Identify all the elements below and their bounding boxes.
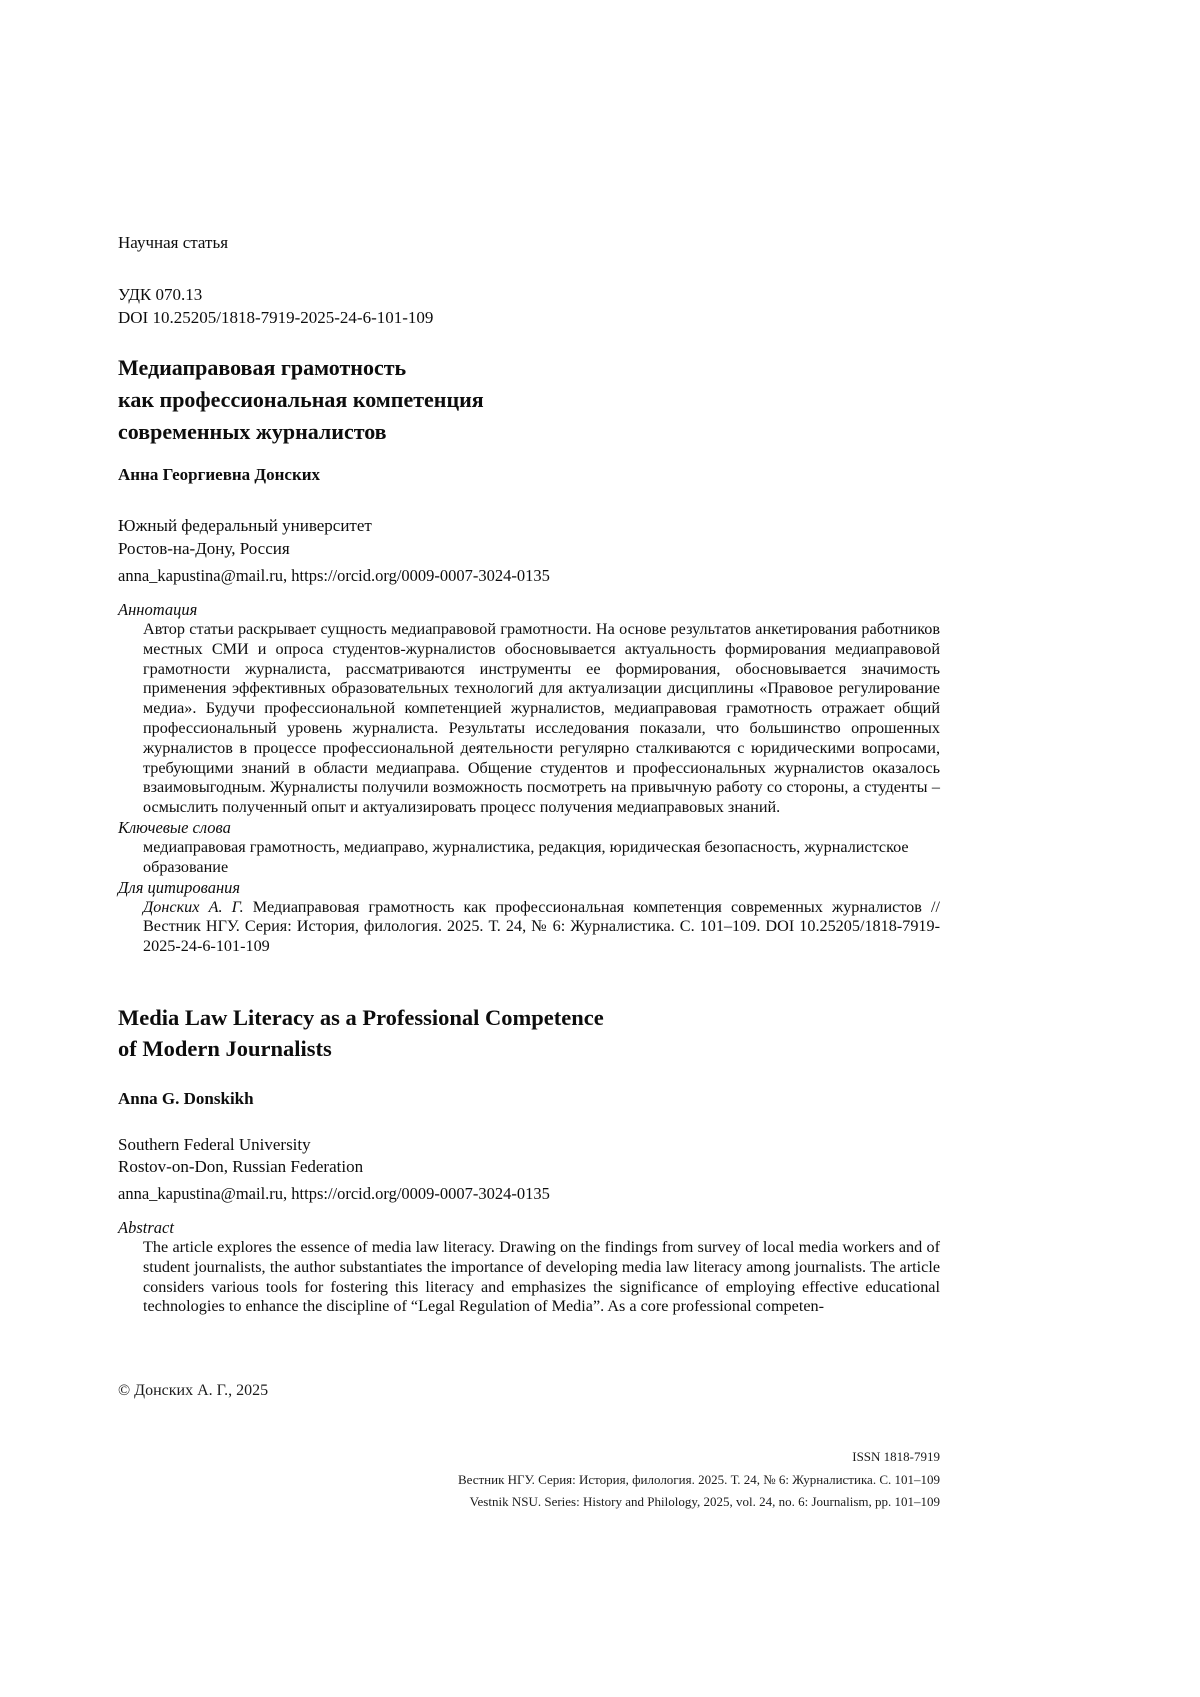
contact-line-ru: anna_kapustina@mail.ru, https://orcid.org/0009-0007-3024-0135 (118, 566, 550, 585)
journal-footer (240, 1446, 940, 1514)
affiliation-en (118, 1134, 940, 1178)
identifiers-block (118, 283, 940, 329)
citation-author-name: Донских А. Г. (143, 897, 244, 916)
footer-issn: ISSN 1818-7919 (852, 1449, 940, 1464)
citation-body: Медиаправовая грамотность как профессиональная компетенция современных журналистов // Вестник НГУ. Серия: История, филология. 2025. Т. 24, № 6: Журналистика. С. 101–109. DOI 10.25205/1818-7919-2025-24-6-101-109 (143, 897, 940, 956)
affiliation-city-ru: Ростов-на-Дону, Россия (118, 539, 290, 558)
abstract-label-ru: Аннотация (118, 600, 198, 619)
copyright-line: © Донских А. Г., 2025 (118, 1382, 269, 1399)
abstract-label-en: Abstract (118, 1217, 174, 1237)
keywords-text-ru: медиаправовая грамотность, медиаправо, журналистика, редакция, юридическая безопасность, журналистское образование (143, 837, 909, 876)
article-type-label: Научная статья (118, 233, 229, 252)
footer-journal-ru: Вестник НГУ. Серия: История, филология. 2025. Т. 24, № 6: Журналистика. С. 101–109 (457, 1471, 940, 1487)
article-content (118, 233, 940, 1317)
affiliation-city-en: Rostov-on-Don, Russian Federation (118, 1156, 364, 1176)
contact-line-en: anna_kapustina@mail.ru, https://orcid.org/0009-0007-3024-0135 (118, 1183, 550, 1203)
article-title-en: Media Law Literacy as a Professional Competence of Modern Journalists (118, 1004, 604, 1061)
abstract-text-ru: Автор статьи раскрывает сущность медиаправовой грамотности. На основе результатов анкетирования работников местных СМИ и опроса студентов-журналистов обосновывается актуальность формирования медиаправовой грамотности журналиста, рассматриваются инструменты ее формирования, обосновывается значимость применения эффективных образовательных технологий для актуализации дисциплины «Правовое регулирование медиа». Будучи профессиональной компетенцией журналистов, медиаправовая грамотность отражает общий профессиональный уровень журналиста. Результаты исследования показали, что большинство опрошенных журналистов в процессе профессиональной деятельности регулярно сталкиваются с юридическими вопросами, требующими знаний в области медиаправа. Общение студентов и профессиональных журналистов оказалось взаимовыгодным. Журналисты получили возможность посмотреть на привычную работу со стороны, а студенты – осмыслить полученный опыт и актуализировать процесс получения медиаправовых знаний. (143, 620, 940, 817)
citation-label-ru: Для цитирования (118, 877, 241, 897)
author-name-ru: Анна Георгиевна Донских (118, 465, 321, 484)
author-name-en: Anna G. Donskikh (118, 1088, 254, 1108)
footer-journal-en: Vestnik NSU. Series: History and Philology, 2025, vol. 24, no. 6: Journalism, pp. 101–109 (469, 1494, 940, 1509)
article-title-ru: Медиаправовая грамотность как профессиональная компетенция современных журналистов (118, 355, 484, 444)
udk-number: УДК 070.13 (118, 285, 203, 304)
affiliation-university-en: Southern Federal University (118, 1134, 311, 1154)
citation-text-ru (143, 898, 940, 957)
abstract-text-en: The article explores the essence of media law literacy. Drawing on the findings from survey of local media workers and of student journalists, the author substantiates the importance of developing media law literacy among journalists. The article considers various tools for fostering this literacy and emphasizes the significance of employing effective educational technologies to enhance the discipline of “Legal Regulation of Media”. As a core professional competen- (143, 1237, 940, 1316)
affiliation-ru (118, 514, 940, 560)
affiliation-university-ru: Южный федеральный университет (118, 516, 372, 535)
keywords-label-ru: Ключевые слова (118, 817, 231, 837)
doi-number: DOI 10.25205/1818-7919-2025-24-6-101-109 (118, 308, 434, 327)
